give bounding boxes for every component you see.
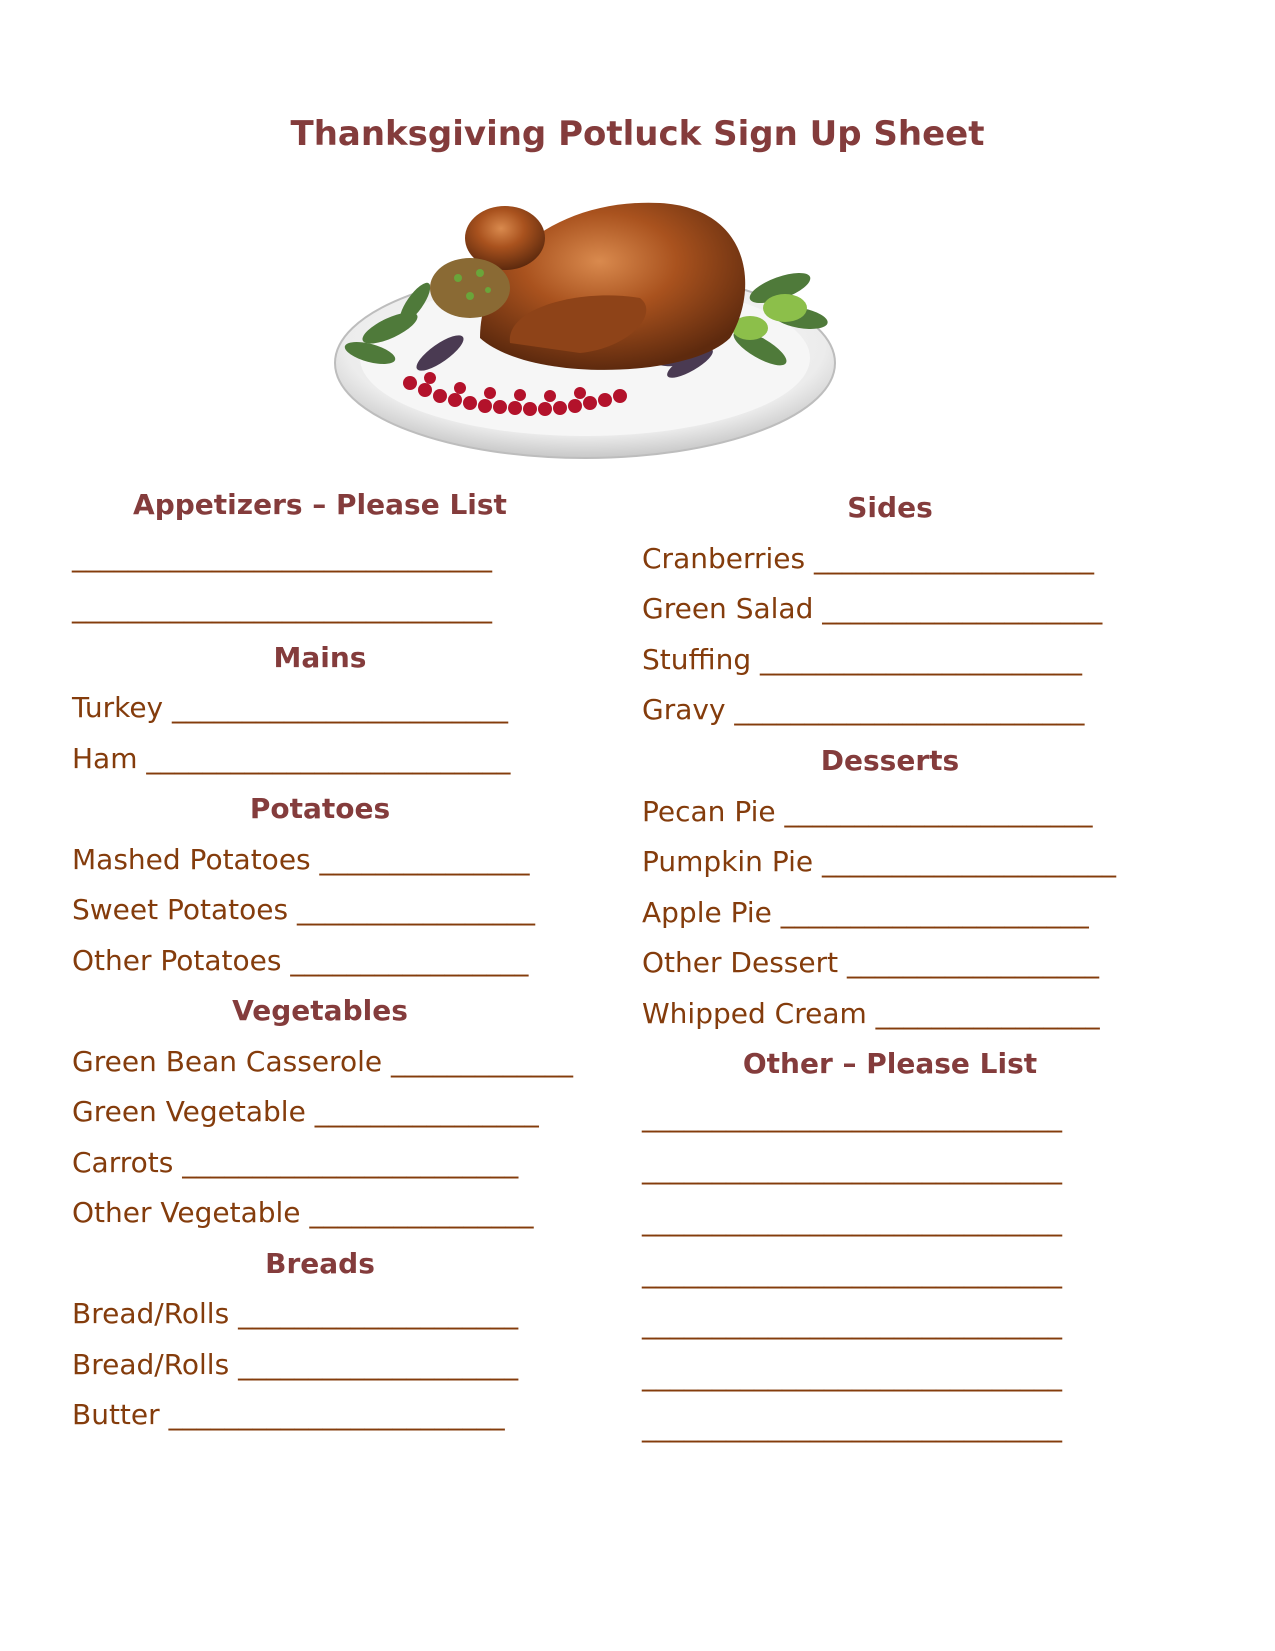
signup-blank[interactable]: ________________ xyxy=(875,997,1100,1030)
signup-row-green-salad[interactable] xyxy=(642,592,1102,626)
signup-blank[interactable]: _________________ xyxy=(290,944,529,977)
item-label: Bread/Rolls xyxy=(72,1297,230,1330)
item-label: Green Salad xyxy=(642,592,814,625)
item-label: Pecan Pie xyxy=(642,795,776,828)
item-label: Whipped Cream xyxy=(642,997,867,1030)
item-label: Cranberries xyxy=(642,542,806,575)
signup-row-green-vegetable[interactable] xyxy=(72,1095,539,1129)
signup-blank[interactable]: _______________________ xyxy=(760,643,1082,676)
appetizer-line-2[interactable]: ______________________________ xyxy=(72,591,492,624)
signup-row-pumpkin-pie[interactable] xyxy=(642,845,1116,879)
other-line-4[interactable]: ______________________________ xyxy=(642,1256,1062,1289)
signup-row-turkey[interactable] xyxy=(72,691,508,725)
signup-row-mashed-potatoes[interactable] xyxy=(72,843,530,877)
item-label: Butter xyxy=(72,1398,160,1431)
section-heading-desserts: Desserts xyxy=(820,744,960,777)
other-line-5[interactable]: ______________________________ xyxy=(642,1307,1062,1340)
turkey-platter-image xyxy=(330,178,850,468)
signup-blank[interactable]: ________________________ xyxy=(168,1398,505,1431)
signup-blank[interactable]: ____________________ xyxy=(814,542,1094,575)
section-heading-sides: Sides xyxy=(847,491,933,524)
signup-row-butter[interactable] xyxy=(72,1398,505,1432)
signup-row-carrots[interactable] xyxy=(72,1146,518,1180)
item-label: Gravy xyxy=(642,693,726,726)
signup-row-bread-rolls-1[interactable] xyxy=(72,1297,518,1331)
section-heading-breads: Breads xyxy=(265,1247,375,1280)
signup-blank[interactable]: ________________________ xyxy=(172,691,509,724)
page-title: Thanksgiving Potluck Sign Up Sheet xyxy=(290,114,985,154)
section-heading-vegetables: Vegetables xyxy=(232,994,408,1027)
item-label: Green Bean Casserole xyxy=(72,1045,383,1078)
section-heading-other: Other – Please List xyxy=(742,1047,1038,1080)
other-line-7[interactable]: ______________________________ xyxy=(642,1410,1062,1443)
other-line-3[interactable]: ______________________________ xyxy=(642,1204,1062,1237)
item-label: Other Potatoes xyxy=(72,944,282,977)
signup-row-stuffing[interactable] xyxy=(642,643,1082,677)
other-line-1[interactable]: ______________________________ xyxy=(642,1100,1062,1133)
signup-blank[interactable]: _____________________ xyxy=(822,845,1117,878)
signup-row-gravy[interactable] xyxy=(642,693,1084,727)
item-label: Bread/Rolls xyxy=(72,1348,230,1381)
item-label: Stuffing xyxy=(642,643,752,676)
section-heading-appetizers: Appetizers – Please List xyxy=(133,488,507,521)
item-label: Mashed Potatoes xyxy=(72,843,311,876)
signup-blank[interactable]: ______________________ xyxy=(780,896,1089,929)
other-line-6[interactable]: ______________________________ xyxy=(642,1359,1062,1392)
appetizer-line-1[interactable]: ______________________________ xyxy=(72,540,492,573)
signup-row-cranberries[interactable] xyxy=(642,542,1094,576)
signup-row-pecan-pie[interactable] xyxy=(642,795,1093,829)
signup-blank[interactable]: ______________________ xyxy=(784,795,1093,828)
signup-blank[interactable]: _________________________ xyxy=(734,693,1085,726)
section-heading-potatoes: Potatoes xyxy=(249,792,391,825)
signup-blank[interactable]: ____________________ xyxy=(238,1348,519,1381)
signup-blank[interactable]: ________________ xyxy=(309,1196,534,1229)
signup-blank[interactable]: ________________ xyxy=(314,1095,539,1128)
signup-row-other-dessert[interactable] xyxy=(642,946,1099,980)
signup-row-other-potatoes[interactable] xyxy=(72,944,528,978)
signup-blank[interactable]: __________________________ xyxy=(146,742,511,775)
signup-row-green-bean-casserole[interactable] xyxy=(72,1045,573,1079)
signup-blank[interactable]: ________________________ xyxy=(182,1146,519,1179)
signup-blank[interactable]: ____________________ xyxy=(822,592,1103,625)
item-label: Apple Pie xyxy=(642,896,772,929)
item-label: Carrots xyxy=(72,1146,174,1179)
item-label: Green Vegetable xyxy=(72,1095,306,1128)
signup-row-sweet-potatoes[interactable] xyxy=(72,893,535,927)
signup-blank[interactable]: _________________ xyxy=(297,893,535,926)
signup-blank[interactable]: _______________ xyxy=(319,843,530,876)
signup-row-bread-rolls-2[interactable] xyxy=(72,1348,518,1382)
item-label: Other Dessert xyxy=(642,946,839,979)
item-label: Ham xyxy=(72,742,138,775)
signup-blank[interactable]: _____________ xyxy=(390,1045,573,1078)
item-label: Pumpkin Pie xyxy=(642,845,814,878)
other-line-2[interactable]: ______________________________ xyxy=(642,1152,1062,1185)
item-label: Other Vegetable xyxy=(72,1196,301,1229)
item-label: Turkey xyxy=(72,691,164,724)
section-heading-mains: Mains xyxy=(273,641,367,674)
signup-row-apple-pie[interactable] xyxy=(642,896,1089,930)
item-label: Sweet Potatoes xyxy=(72,893,289,926)
signup-blank[interactable]: ____________________ xyxy=(238,1297,519,1330)
signup-row-ham[interactable] xyxy=(72,742,510,776)
signup-row-other-vegetable[interactable] xyxy=(72,1196,533,1230)
signup-row-whipped-cream[interactable] xyxy=(642,997,1100,1031)
signup-blank[interactable]: __________________ xyxy=(847,946,1099,979)
